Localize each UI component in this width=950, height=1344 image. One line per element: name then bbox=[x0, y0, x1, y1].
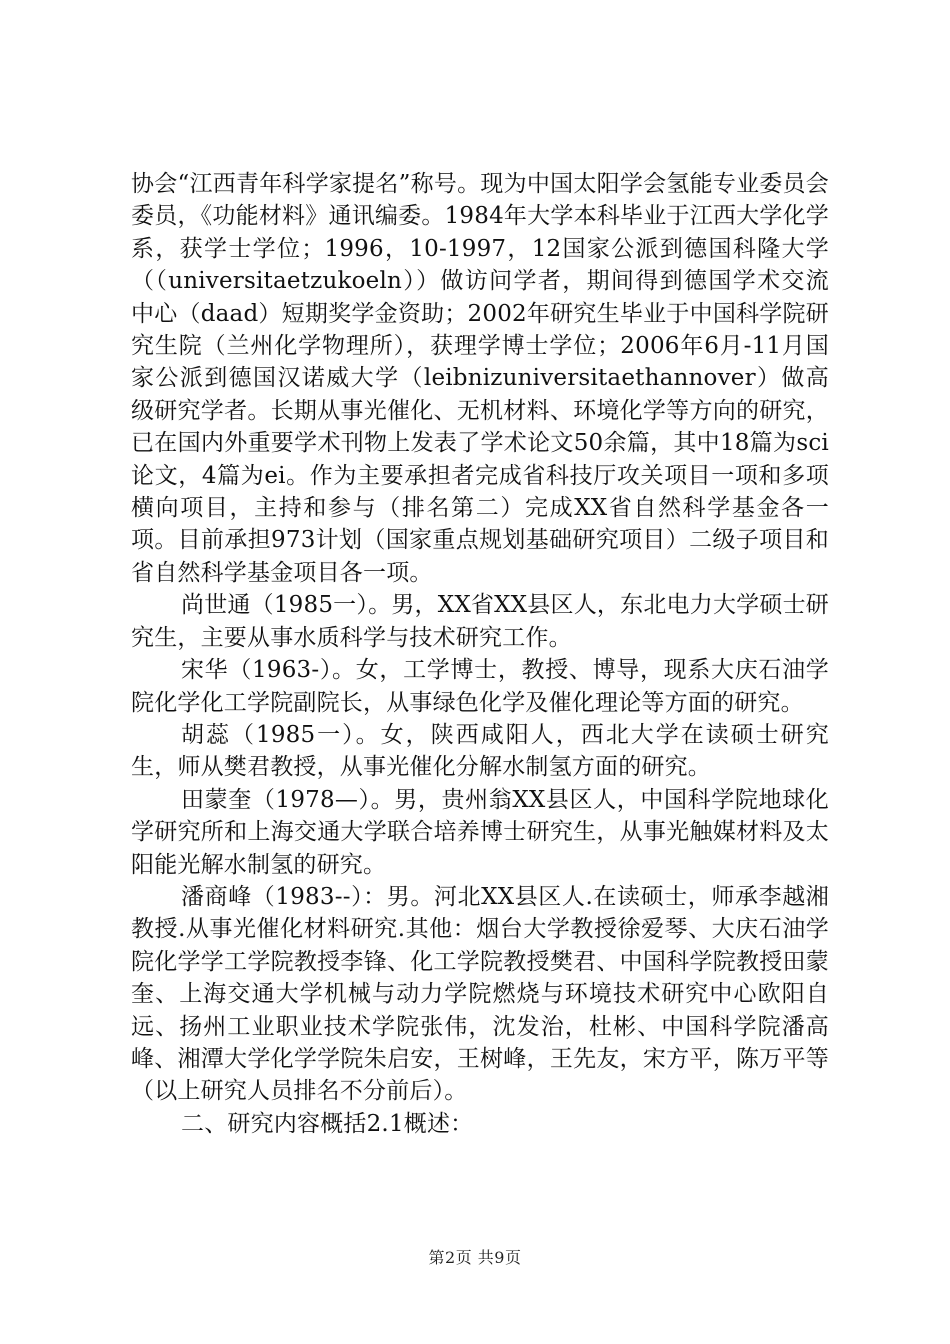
paragraph-hu-rui: 胡蕊（1985一）。女，陕西咸阳人，西北大学在读硕士研究生，师从樊君教授，从事光催化分解水制氢方面的研究。 bbox=[131, 721, 829, 781]
paragraph-shang-shitong: 尚世通（1985一）。男，XX省XX县区人，东北电力大学硕士研究生，主要从事水质科学与技术研究工作。 bbox=[131, 592, 829, 651]
paragraph-pan-shangfeng: 潘商峰（1983--）：男。河北XX县区人.在读硕士，师承李越湘教授.从事光催化材料研究.其他：烟台大学教授徐爱琴、大庆石油学院化学学工学院教授李锋、化工学院教授樊君、中国科学院教授田蒙奎、上海交通大学机械与动力学院燃烧与环境技术研究中心欧阳自远、扬州工业职业技术学院张伟，沈发治，杜彬、中国科学院潘高峰、湘潭大学化学学院朱启安，王树峰，王先友，宋方平，陈万平等（以上研究人员排名不分前后）。 bbox=[131, 883, 829, 1105]
page-number: 第2页 共9页 bbox=[428, 1248, 522, 1267]
paragraph-continuation: 协会“江西青年科学家提名”称号。现为中国太阳学会氢能专业委员会委员，《功能材料》通讯编委。1984年大学本科毕业于江西大学化学系，获学士学位；1996，10-1997，12国家公派到德国科隆大学（（universitaetzukoeln））做访问学者，期间得到德国学术交流中心（daad）短期奖学金资助；2002年研究生毕业于中国科学院研究生院（兰州化学物理所），获理学博士学位；2006年6月-11月国家公派到德国汉诺威大学（leibnizuniversitaethannover）做高级研究学者。长期从事光催化、无机材料、环境化学等方向的研究，已在国内外重要学术刊物上发表了学术论文50余篇，其中18篇为sci论文，4篇为ei。作为主要承担者完成省科技厅攻关项目一项和多项横向项目，主持和参与（排名第二）完成XX省自然科学基金各一项。目前承担973计划（国家重点规划基础研究项目）二级子项目和省自然科学基金项目各一项。 bbox=[131, 171, 829, 586]
section-heading: 二、研究内容概括2.1概述： bbox=[181, 1110, 474, 1137]
paragraph-song-hua: 宋华（1963-）。女，工学博士，教授、博导，现系大庆石油学院化学化工学院副院长，从事绿色化学及催化理论等方面的研究。 bbox=[131, 657, 829, 716]
document-body bbox=[131, 168, 829, 1140]
paragraph-tian-mengkui: 田蒙奎（1978—）。男，贵州翁XX县区人，中国科学院地球化学研究所和上海交通大学联合培养博士研究生，从事光触媒材料及太阳能光解水制氢的研究。 bbox=[131, 786, 829, 878]
